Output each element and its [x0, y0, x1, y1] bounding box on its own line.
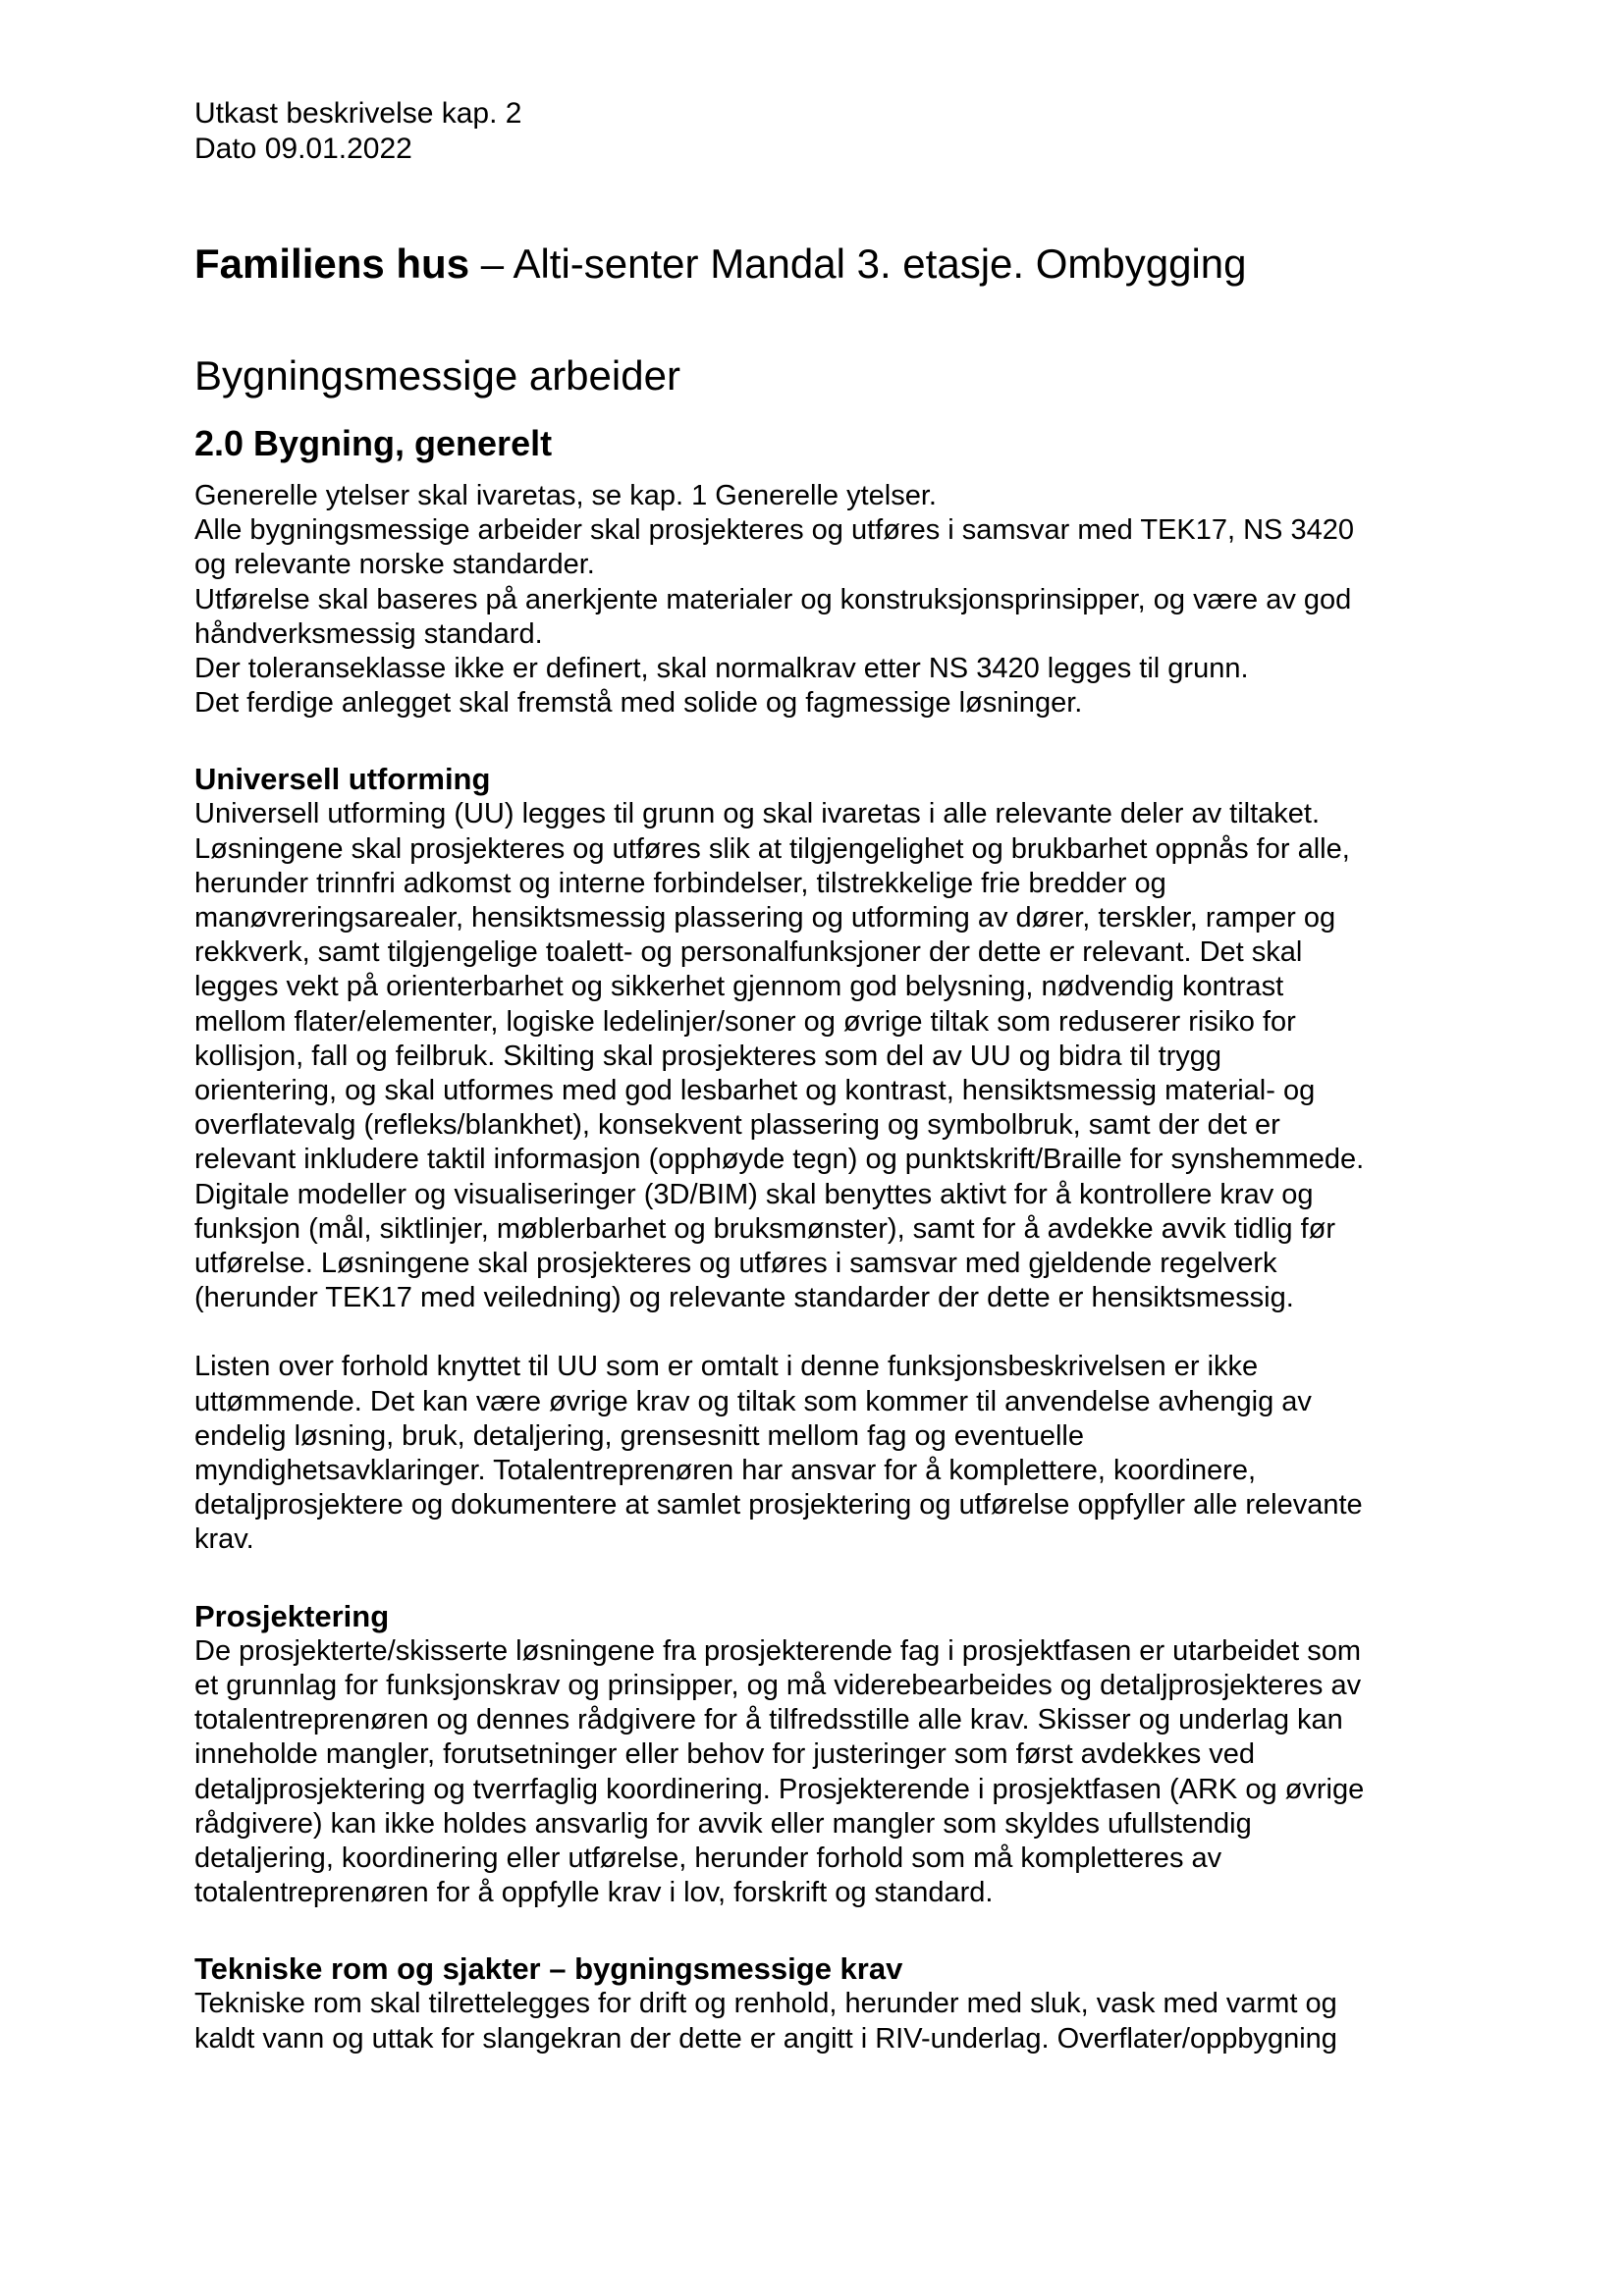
uu-heading: Universell utforming — [194, 762, 491, 797]
uu-paragraph-1 — [194, 797, 1451, 1315]
title-bold: Familiens hus — [194, 240, 470, 287]
text-line: relevant inkludere taktil informasjon (opphøyde tegn) og punktskrift/Braille for synshemmede. — [194, 1144, 1365, 1176]
text-line: Alle bygningsmessige arbeider skal prosjekteres og utføres i samsvar med TEK17, NS 3420 — [194, 514, 1354, 547]
text-line: uttømmende. Det kan være øvrige krav og tiltak som kommer til anvendelse avhengig av — [194, 1385, 1312, 1417]
document-page — [194, 96, 1451, 2056]
text-line: endelig løsning, bruk, detaljering, grensesnitt mellom fag og eventuelle — [194, 1419, 1084, 1452]
tekniske-rom-paragraph — [194, 1987, 1451, 2056]
text-line: herunder trinnfri adkomst og interne forbindelser, tilstrekkelige frie bredder og — [194, 867, 1166, 899]
paragraph-gap — [194, 1315, 1451, 1350]
text-line: Digitale modeller og visualiseringer (3D/BIM) skal benyttes aktivt for å kontrollere krav og — [194, 1178, 1314, 1210]
text-line: mellom flater/elementer, logiske ledelinjer/soner og øvrige tiltak som reduserer risiko for — [194, 1005, 1296, 1038]
text-line: rådgivere) kan ikke holdes ansvarlig for avvik eller mangler som skyldes ufullstendig — [194, 1807, 1252, 1840]
tekniske-rom-heading: Tekniske rom og sjakter – bygningsmessige krav — [194, 1951, 903, 1987]
text-line: detaljprosjektering og tverrfaglig koordinering. Prosjekterende i prosjektfasen (ARK og øvrige — [194, 1773, 1365, 1805]
text-line: legges vekt på orienterbarhet og sikkerhet gjennom god belysning, nødvendig kontrast — [194, 971, 1284, 1003]
text-line: utførelse. Løsningene skal prosjekteres og utføres i samsvar med gjeldende regelverk — [194, 1248, 1277, 1280]
text-line: funksjon (mål, siktlinjer, møblerbarhet og bruksmønster), samt for å avdekke avvik tidlig før — [194, 1212, 1335, 1245]
text-line: manøvreringsarealer, hensiktsmessig plassering og utforming av dører, terskler, ramper og — [194, 902, 1336, 934]
text-line: Generelle ytelser skal ivaretas, se kap. 1 Generelle ytelser. — [194, 480, 937, 511]
general-paragraph — [194, 479, 1451, 721]
text-line: rekkverk, samt tilgjengelige toalett- og personalfunksjoner der dette er relevant. Det skal — [194, 936, 1303, 969]
text-line: detaljprosjektere og dokumentere at samlet prosjektering og utførelse oppfyller alle relevante — [194, 1489, 1363, 1522]
text-line: overflatevalg (refleks/blankhet), konsekvent plassering og symbolbruk, samt der det er — [194, 1109, 1280, 1142]
text-line: Universell utforming (UU) legges til grunn og skal ivaretas i alle relevante deler av tiltaket. — [194, 798, 1321, 830]
text-line: totalentreprenøren og dennes rådgivere for å tilfredsstille alle krav. Skisser og underlag kan — [194, 1704, 1343, 1736]
text-line: detaljering, koordinering eller utførelse, herunder forhold som må kompletteres av — [194, 1842, 1222, 1874]
draft-label: Utkast beskrivelse kap. 2 — [194, 97, 522, 130]
prosjektering-heading: Prosjektering — [194, 1598, 390, 1633]
text-line: Tekniske rom skal tilrettelegges for drift og renhold, herunder med sluk, vask med varmt og — [194, 1988, 1337, 2020]
document-title — [194, 240, 1451, 289]
text-line: kollisjon, fall og feilbruk. Skilting skal prosjekteres som del av UU og bidra til trygg — [194, 1040, 1222, 1072]
text-line: Løsningene skal prosjekteres og utføres slik at tilgjengelighet og brukbarhet oppnås for alle, — [194, 832, 1350, 865]
text-line: Der toleranseklasse ikke er definert, skal normalkrav etter NS 3420 legges til grunn. — [194, 653, 1249, 685]
text-line: og relevante norske standarder. — [194, 549, 595, 581]
prosjektering-paragraph — [194, 1634, 1451, 1911]
text-line: totalentreprenøren for å oppfylle krav i lov, forskrift og standard. — [194, 1877, 994, 1909]
uu-paragraph-2 — [194, 1350, 1451, 1557]
text-line: (herunder TEK17 med veiledning) og relevante standarder der dette er hensiktsmessig. — [194, 1282, 1294, 1314]
text-line: et grunnlag for funksjonskrav og prinsipper, og må viderebearbeides og detaljprosjekteres av — [194, 1669, 1362, 1701]
text-line: kaldt vann og uttak for slangekran der dette er angitt i RIV-underlag. Overflater/oppbygning — [194, 2022, 1337, 2055]
date-label: Dato 09.01.2022 — [194, 133, 412, 165]
text-line: håndverksmessig standard. — [194, 617, 543, 650]
text-line: Det ferdige anlegget skal fremstå med solide og fagmessige løsninger. — [194, 687, 1083, 720]
text-line: krav. — [194, 1523, 254, 1556]
title-rest: – Alti-senter Mandal 3. etasje. Ombygging — [469, 240, 1247, 287]
text-line: Utførelse skal baseres på anerkjente materialer og konstruksjonsprinsipper, og være av god — [194, 583, 1352, 615]
text-line: myndighetsavklaringer. Totalentreprenøren har ansvar for å komplettere, koordinere, — [194, 1455, 1257, 1487]
text-line: inneholde mangler, forutsetninger eller behov for justeringer som først avdekkes ved — [194, 1738, 1256, 1771]
text-line: De prosjekterte/skisserte løsningene fra prosjekterende fag i prosjektfasen er utarbeidet som — [194, 1634, 1361, 1667]
chapter-heading: 2.0 Bygning, generelt — [194, 423, 553, 463]
section-heading: Bygningsmessige arbeider — [194, 352, 680, 399]
text-line: Listen over forhold knyttet til UU som er omtalt i denne funksjonsbeskrivelsen er ikke — [194, 1351, 1259, 1383]
text-line: orientering, og skal utformes med god lesbarhet og kontrast, hensiktsmessig material- og — [194, 1075, 1316, 1107]
